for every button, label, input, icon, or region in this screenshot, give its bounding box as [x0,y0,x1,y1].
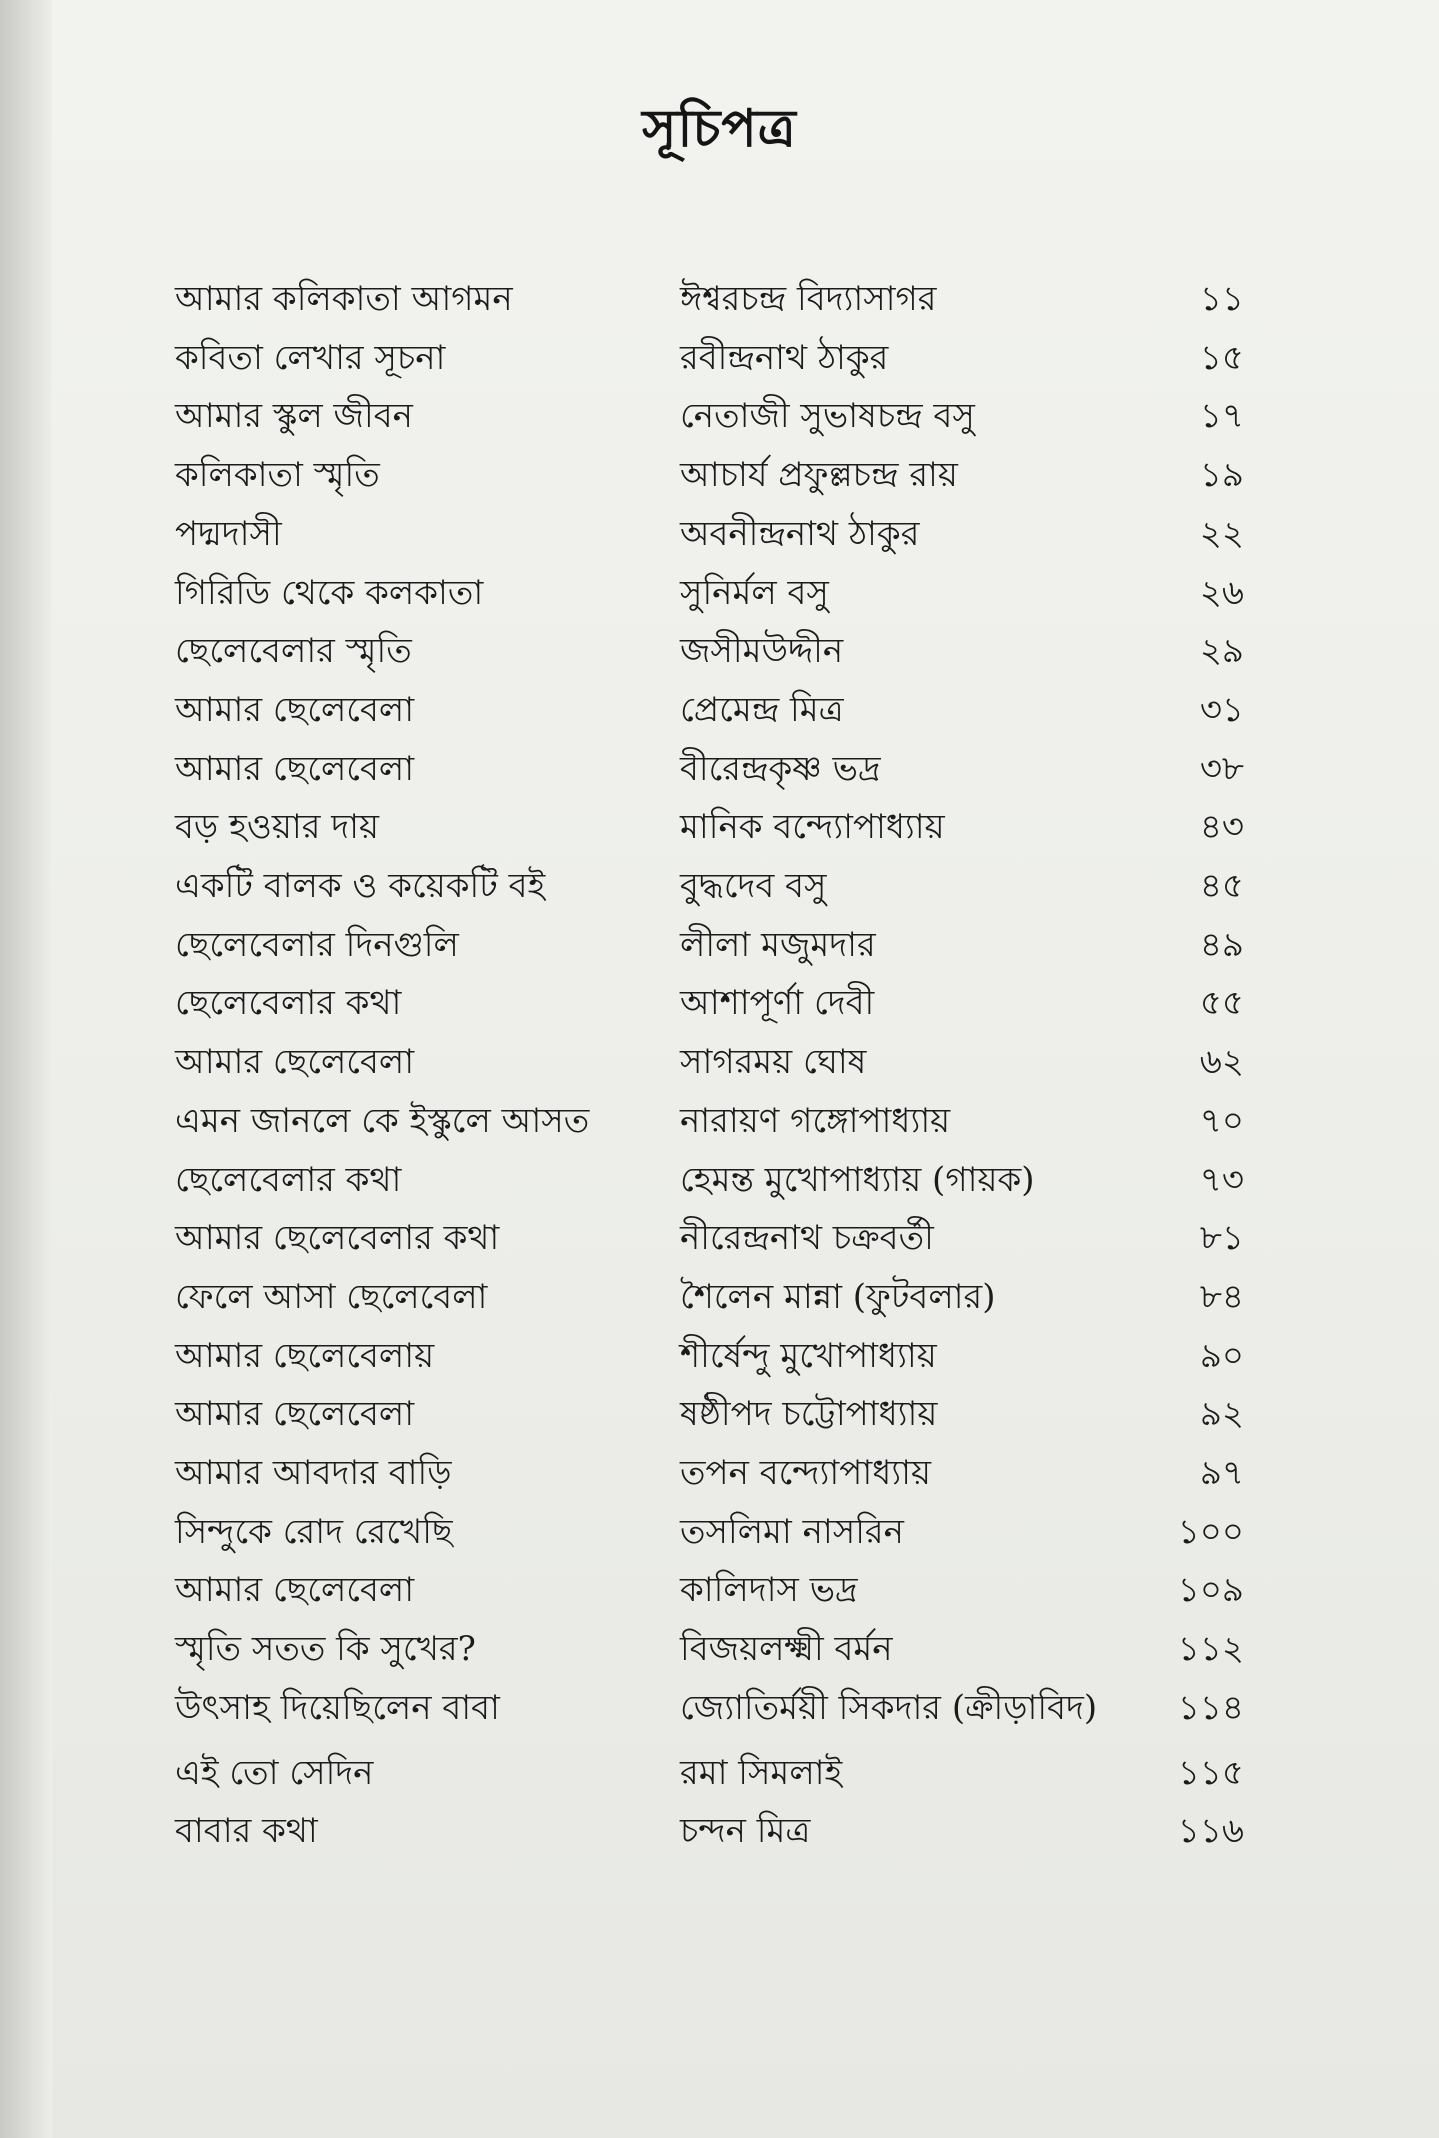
toc-entry-page-number: ১১৬ [1177,1811,1244,1852]
toc-entry-author: মানিক বন্দ্যোপাধ্যায় [680,807,945,848]
toc-entry-page-number: ৫৫ [1199,983,1244,1024]
toc-row [0,798,1439,856]
toc-entry-page-number: ৪৫ [1199,866,1244,906]
toc-row [0,1151,1439,1209]
toc-entry-title: এমন জানলে কে ইস্কুলে আসত [175,1100,590,1141]
toc-row [0,1092,1439,1150]
toc-entry-page-number: ৩৮ [1199,748,1244,789]
toc-entry-page-number: ১১৪ [1177,1687,1244,1728]
toc-entry-title: কলিকাতা স্মৃতি [175,455,380,496]
toc-row [0,564,1439,622]
toc-row [0,1802,1439,1860]
toc-entry-author: তসলিমা নাসরিন [680,1511,904,1552]
toc-entry-title: আমার ছেলেবেলার কথা [175,1218,500,1259]
toc-entry-title: আমার ছেলেবেলা [175,689,415,730]
toc-entry-title: উৎসাহ দিয়েছিলেন বাবা [175,1687,500,1728]
toc-entry-title: গিরিডি থেকে কলকাতা [175,572,484,613]
toc-entry-title: আমার ছেলেবেলা [175,1042,415,1083]
toc-entry-title: এই তো সেদিন [175,1752,374,1793]
toc-entry-title: আমার ছেলেবেলা [175,1394,415,1435]
toc-entry-page-number: ২৯ [1199,631,1244,672]
toc-row [0,329,1439,387]
toc-entry-author: বিজয়লক্ষ্মী বর্মন [680,1629,893,1670]
toc-entry-page-number: ৪৩ [1199,807,1244,848]
toc-entry-author: তপন বন্দ্যোপাধ্যায় [680,1453,932,1493]
toc-entry-title: ছেলেবেলার কথা [175,983,402,1024]
toc-entry-page-number: ১০৯ [1177,1570,1244,1611]
toc-entry-page-number: ৬২ [1199,1042,1244,1083]
toc-row [0,622,1439,680]
toc-entry-title: আমার ছেলেবেলা [175,1570,415,1611]
toc-entry-title: ছেলেবেলার স্মৃতি [175,631,412,672]
toc-row [0,505,1439,563]
toc-entry-page-number: ৭৩ [1199,1159,1244,1200]
toc-entry-page-number: ১১২ [1177,1629,1244,1670]
toc-entry-page-number: ৩১ [1199,689,1244,730]
toc-row [0,1744,1439,1802]
toc-row [0,387,1439,445]
toc-row [0,1385,1439,1443]
toc-entry-title: আমার ছেলেবেলায় [175,1335,435,1376]
toc-row [0,740,1439,798]
toc-entry-author: আচার্য প্রফুল্লচন্দ্র রায় [680,455,958,496]
toc-row [0,446,1439,504]
toc-entry-page-number: ৯৭ [1199,1453,1244,1493]
toc-entry-author: আশাপূর্ণা দেবী [680,983,875,1024]
toc-entry-author: নেতাজী সুভাষচন্দ্র বসু [680,396,975,437]
toc-entry-title: কবিতা লেখার সূচনা [175,337,446,378]
toc-entry-page-number: ৮৪ [1199,1276,1244,1317]
toc-entry-author: নারায়ণ গঙ্গোপাধ্যায় [680,1100,951,1141]
toc-entry-author: লীলা মজুমদার [680,924,876,965]
toc-entry-author: শীর্ষেন্দু মুখোপাধ্যায় [680,1335,937,1376]
toc-entry-title: বাবার কথা [175,1811,318,1852]
toc-row [0,1620,1439,1678]
toc-row [0,857,1439,915]
toc-entry-author: হেমন্ত মুখোপাধ্যায় (গায়ক) [680,1159,1035,1200]
toc-entry-page-number: ১৯ [1199,455,1244,496]
toc-entry-author: রমা সিমলাই [680,1752,843,1793]
toc-entry-page-number: ৭০ [1199,1100,1244,1141]
toc-row [0,1679,1439,1737]
toc-row [0,681,1439,739]
toc-entry-author: প্রেমেন্দ্র মিত্র [680,689,844,730]
toc-entry-author: ষষ্ঠীপদ চট্টোপাধ্যায় [680,1394,938,1435]
toc-entry-author: চন্দন মিত্র [680,1811,811,1852]
toc-entry-title: একটি বালক ও কয়েকটি বই [175,866,546,906]
toc-entry-author: ঈশ্বরচন্দ্র বিদ্যাসাগর [680,279,937,319]
toc-entry-title: সিন্দুকে রোদ রেখেছি [175,1511,453,1552]
toc-row [0,1268,1439,1326]
toc-entry-page-number: ৯২ [1199,1394,1244,1435]
toc-entry-page-number: ১৫ [1199,337,1244,378]
toc-row [0,1561,1439,1619]
toc-entry-page-number: ১০০ [1177,1511,1244,1552]
toc-row [0,974,1439,1032]
toc-entry-author: রবীন্দ্রনাথ ঠাকুর [680,337,889,378]
toc-entry-author: অবনীন্দ্রনাথ ঠাকুর [680,513,920,554]
toc-entry-title: পদ্মদাসী [175,513,282,554]
toc-entry-page-number: ১৭ [1199,396,1244,437]
toc-row [0,1209,1439,1267]
toc-entry-title: ফেলে আসা ছেলেবেলা [175,1276,488,1317]
toc-row [0,1327,1439,1385]
toc-entry-page-number: ৮১ [1199,1218,1244,1259]
toc-entry-title: ছেলেবেলার কথা [175,1159,402,1200]
toc-entry-author: বীরেন্দ্রকৃষ্ণ ভদ্র [680,748,881,789]
toc-entry-title: বড় হওয়ার দায় [175,807,380,848]
toc-entry-author: শৈলেন মান্না (ফুটবলার) [680,1276,996,1317]
toc-row [0,1033,1439,1091]
toc-entry-page-number: ২২ [1199,513,1244,554]
toc-entry-title: আমার কলিকাতা আগমন [175,279,513,319]
toc-entry-author: জ্যোতির্ময়ী সিকদার (ক্রীড়াবিদ) [680,1687,1098,1728]
toc-entry-author: কালিদাস ভদ্র [680,1570,858,1611]
toc-entry-page-number: ২৬ [1199,572,1244,613]
page-title: সূচিপত্র [642,98,797,159]
toc-entry-title: স্মৃতি সতত কি সুখের? [175,1629,476,1670]
toc-entry-author: বুদ্ধদেব বসু [680,866,827,906]
toc-entry-author: সাগরময় ঘোষ [680,1042,867,1083]
toc-entry-author: নীরেন্দ্রনাথ চক্রবর্তী [680,1218,934,1259]
toc-entry-page-number: ১১৫ [1177,1752,1244,1793]
toc-row [0,1444,1439,1502]
toc-entry-page-number: ৪৯ [1199,924,1244,965]
toc-entry-title: আমার স্কুল জীবন [175,396,413,437]
toc-entry-author: সুনির্মল বসু [680,572,829,613]
toc-row [0,1503,1439,1561]
toc-entry-title: ছেলেবেলার দিনগুলি [175,924,459,965]
toc-entry-title: আমার ছেলেবেলা [175,748,415,789]
toc-entry-page-number: ৯০ [1199,1335,1244,1376]
toc-row [0,270,1439,328]
toc-entry-page-number: ১১ [1199,279,1244,319]
toc-entry-author: জসীমউদ্দীন [680,631,844,672]
toc-row [0,916,1439,974]
toc-entry-title: আমার আবদার বাড়ি [175,1453,452,1493]
